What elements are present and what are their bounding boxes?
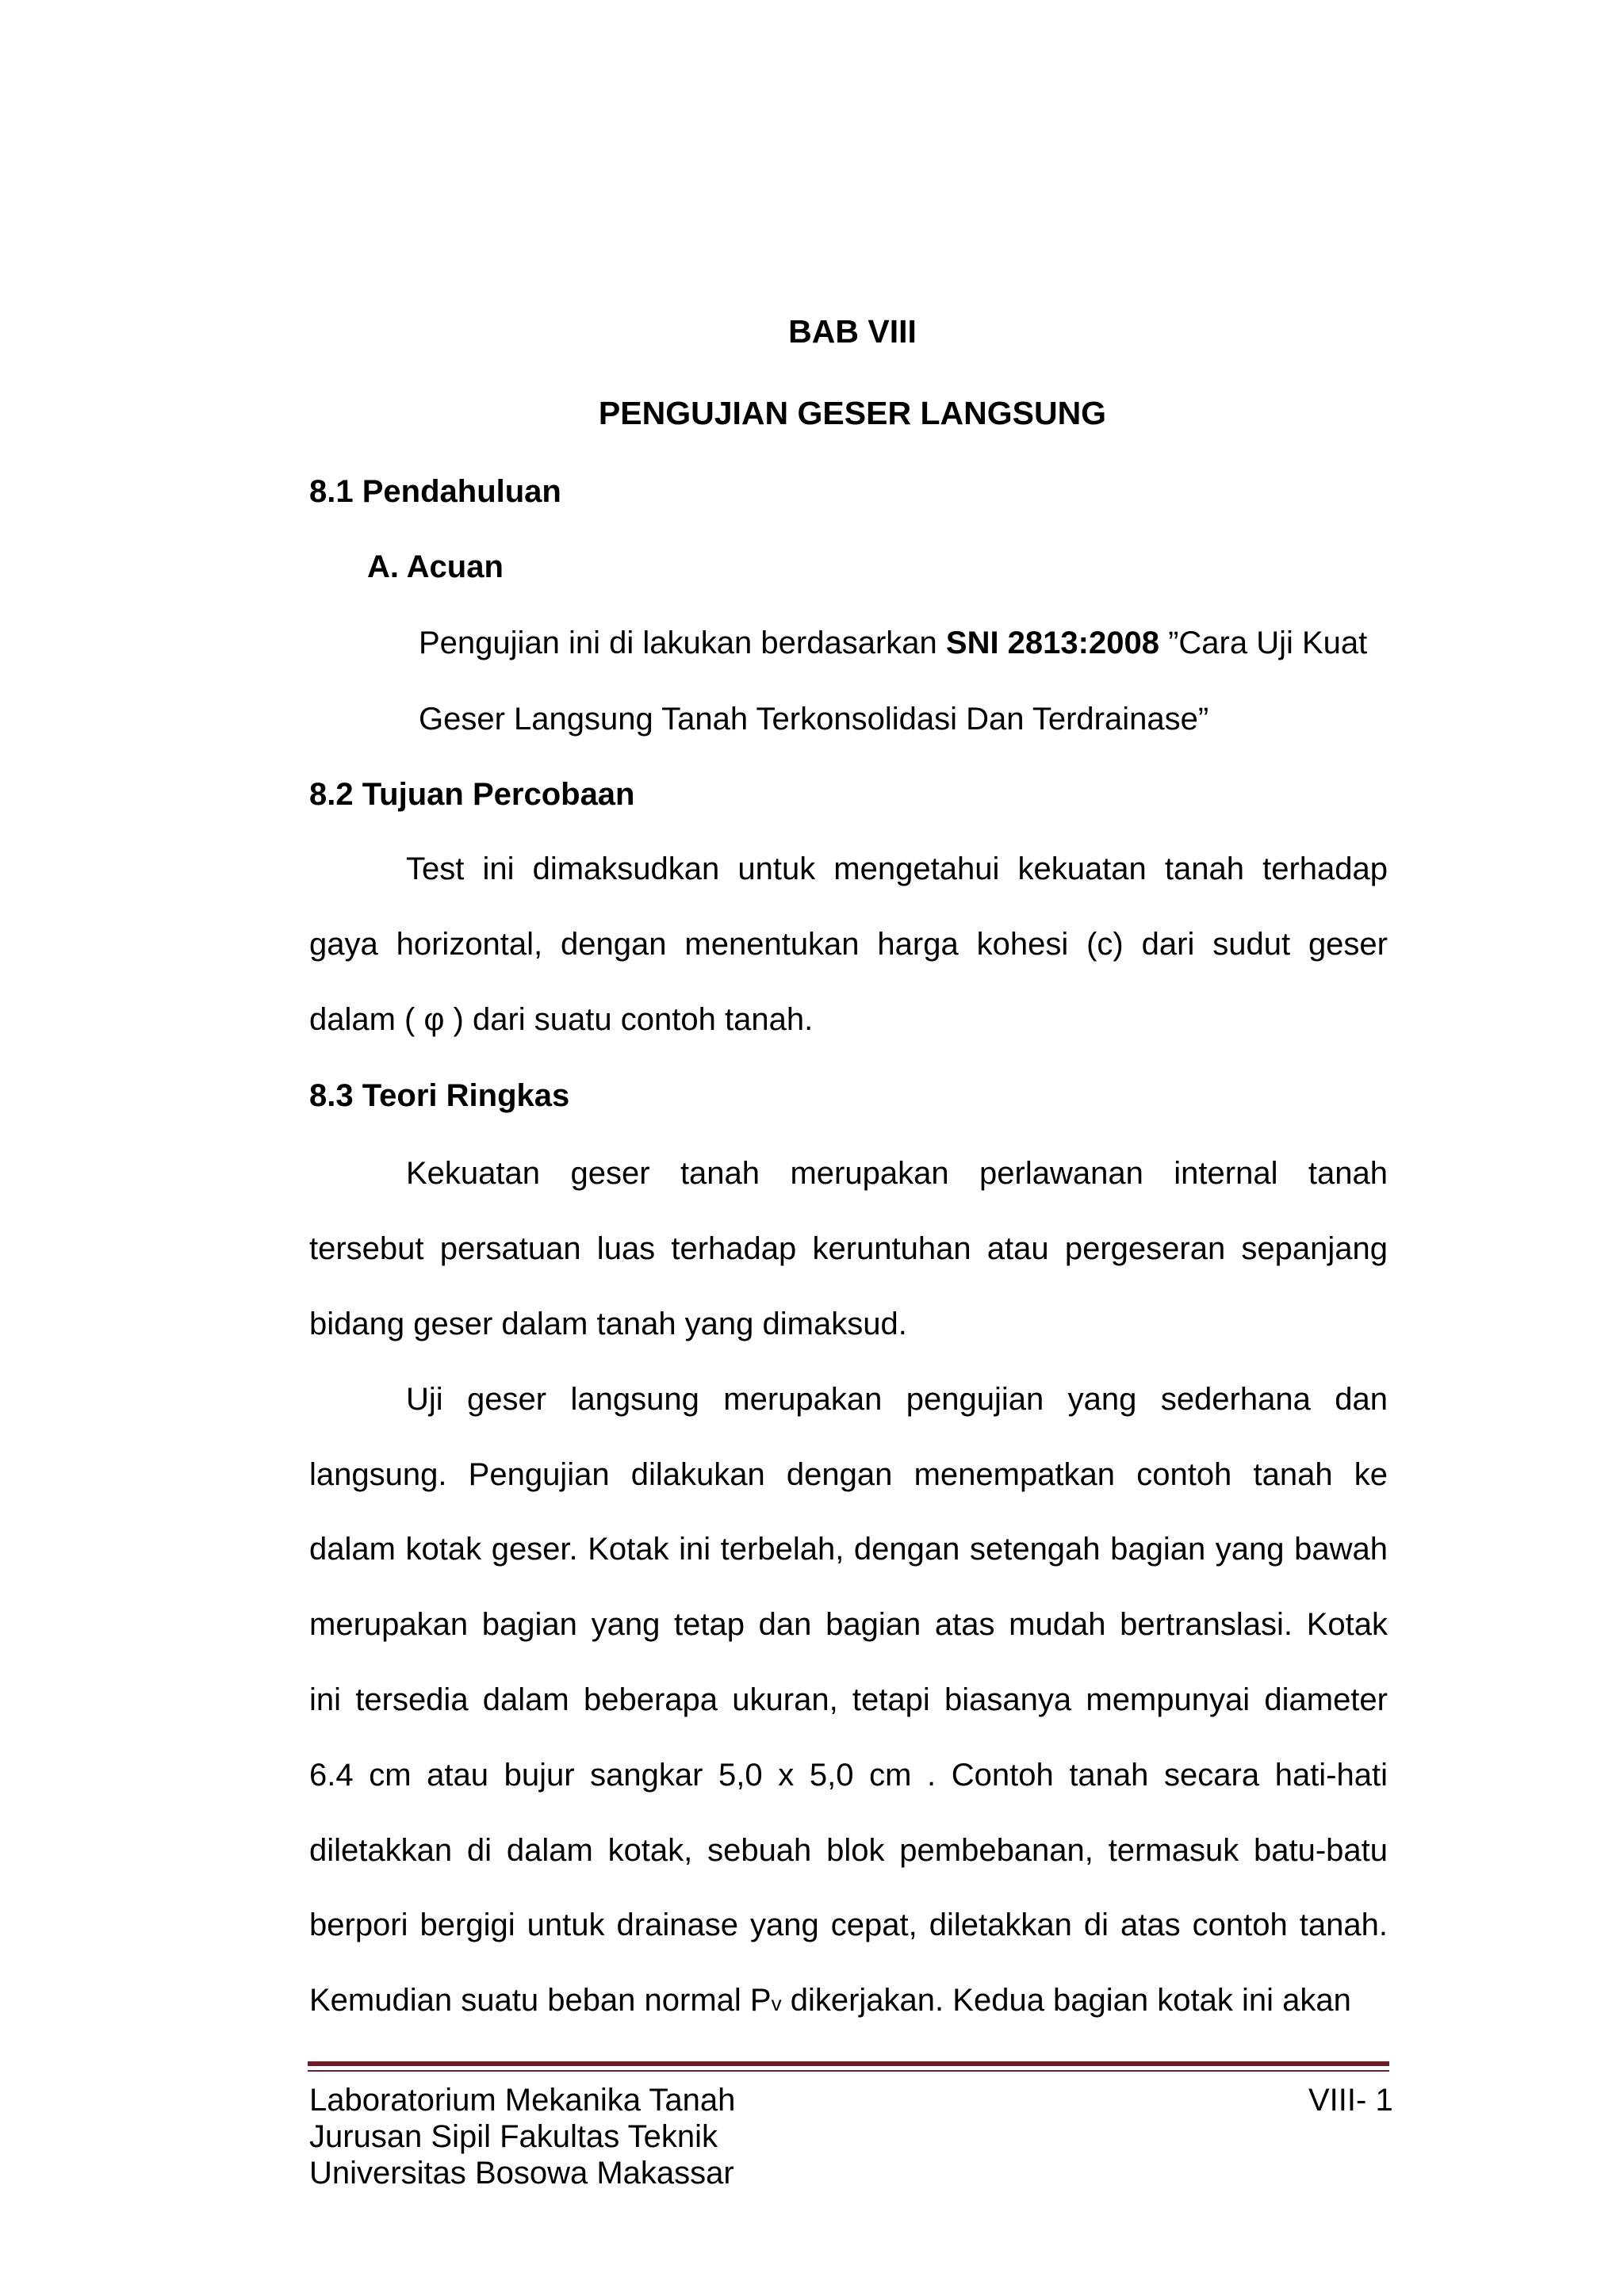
section-heading-8-2: 8.2 Tujuan Percobaan [309,777,635,812]
footer-rule [308,2061,1389,2066]
chapter-label: BAB VIII [788,313,917,350]
teori-last-line-text: Kemudian suatu beban normal Pv dikerjakan. Kedua bagian kotak ini akan [309,1983,1351,2018]
tujuan-line: gaya horizontal, dengan menentukan harga kohesi (c) dari sudut geser [309,927,1388,962]
acuan-line-2: Geser Langsung Tanah Terkonsolidasi Dan Terdrainase” [419,702,1209,737]
footer-rule-thin [308,2070,1389,2072]
teori-last-line [309,1983,1388,2019]
teori-line: Kekuatan geser tanah merupakan perlawanan internal tanah [406,1156,1388,1191]
footer-lab: Laboratorium Mekanika Tanah [309,2083,736,2118]
teori-line: ini tersedia dalam beberapa ukuran, tetapi biasanya mempunyai diameter [309,1682,1388,1717]
teori-line: dalam kotak geser. Kotak ini terbelah, dengan setengah bagian yang bawah [309,1532,1388,1567]
subsection-acuan: A. Acuan [367,549,504,584]
acuan-line-1 [419,626,1367,661]
teori-line: tersebut persatuan luas terhadap keruntuhan atau pergeseran sepanjang [309,1231,1388,1266]
teori-line: diletakkan di dalam kotak, sebuah blok pembebanan, termasuk batu-batu [309,1833,1388,1868]
section-heading-8-1: 8.1 Pendahuluan [309,474,561,509]
acuan-text-c: ”Cara Uji Kuat [1159,626,1368,660]
teori-line: merupakan bagian yang tetap dan bagian atas mudah bertranslasi. Kotak [309,1607,1388,1642]
tujuan-line: Test ini dimaksudkan untuk mengetahui kekuatan tanah terhadap [406,851,1388,886]
chapter-title: PENGUJIAN GESER LANGSUNG [598,395,1107,431]
footer-department: Jurusan Sipil Fakultas Teknik [309,2119,718,2154]
acuan-text-a: Pengujian ini di lakukan berdasarkan [419,626,946,660]
teori-line: Uji geser langsung merupakan pengujian yang sederhana dan [406,1382,1388,1417]
sni-code: SNI 2813:2008 [945,626,1159,660]
teori-line: langsung. Pengujian dilakukan dengan menempatkan contoh tanah ke [309,1457,1388,1492]
teori-line: 6.4 cm atau bujur sangkar 5,0 x 5,0 cm . Contoh tanah secara hati-hati [309,1758,1388,1793]
section-heading-8-3: 8.3 Teori Ringkas [309,1078,570,1113]
page-number: VIII- 1 [1308,2083,1393,2118]
tujuan-line: dalam ( φ ) dari suatu contoh tanah. [309,1002,814,1037]
teori-line: bidang geser dalam tanah yang dimaksud. [309,1307,907,1341]
subscript-v: v [771,1992,782,2015]
teori-line: berpori bergigi untuk drainase yang cepat, diletakkan di atas contoh tanah. [309,1908,1388,1942]
footer-university: Universitas Bosowa Makassar [309,2156,734,2191]
